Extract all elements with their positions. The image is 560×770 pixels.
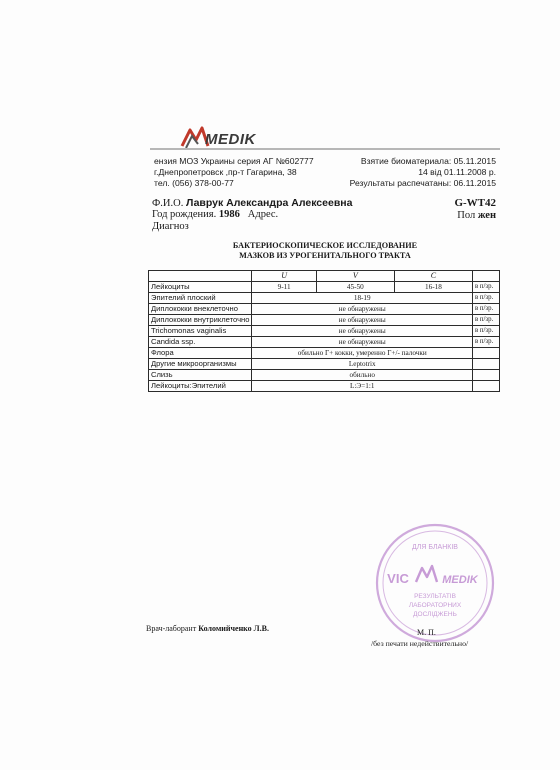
report-title-line2: МАЗКОВ ИЗ УРОГЕНИТАЛЬНОГО ТРАКТА — [239, 251, 411, 260]
clinic-info — [154, 156, 314, 189]
value-u: 9-11 — [252, 282, 316, 293]
row-unit — [473, 381, 500, 392]
row-value: обильно — [252, 370, 473, 381]
table-row — [149, 370, 500, 381]
row-value: не обнаружены — [252, 315, 473, 326]
header-unit-cell — [473, 271, 500, 282]
row-name: Лейкоциты:Эпителий — [149, 381, 252, 392]
patient-name: Лаврук Александра Алексеевна — [185, 197, 353, 209]
row-value: не обнаружены — [252, 326, 473, 337]
col-c: C — [394, 271, 472, 282]
stamp-line1: РЕЗУЛЬТАТІВ — [414, 593, 456, 600]
table-row — [149, 359, 500, 370]
signature-line — [146, 624, 269, 633]
birth-year: 1986 — [218, 209, 240, 220]
stamp-right-text: MEDIK — [442, 574, 478, 586]
logo-text: MEDIK — [205, 131, 256, 148]
table-row — [149, 293, 500, 304]
table-row — [149, 315, 500, 326]
signer-name: Коломийченко Л.В. — [198, 624, 269, 633]
row-name: Другие микроорганизмы — [149, 359, 252, 370]
row-unit: в п/зр. — [473, 293, 500, 304]
row-name: Диплококки внутриклеточно — [149, 315, 252, 326]
license-line: ензия МОЗ Украины серия АГ №602777 — [154, 156, 314, 166]
row-name: Флора — [149, 348, 252, 359]
diagnosis-label: Диагноз — [152, 221, 189, 232]
validity-note: /без печати недействительно/ — [371, 639, 469, 648]
row-name: Лейкоциты — [149, 282, 252, 293]
col-v: V — [316, 271, 394, 282]
year-label: Год рождения. — [152, 209, 217, 220]
stamp-left-text: VIC — [387, 571, 409, 586]
value-v: 45-50 — [316, 282, 394, 293]
row-unit — [473, 348, 500, 359]
fio-label: Ф.И.О. — [152, 198, 184, 209]
row-name: Диплококки внеклеточно — [149, 304, 252, 315]
sex-label: Пол — [457, 210, 476, 221]
header-rule — [150, 148, 500, 150]
stamp-line3: ДОСЛІДЖЕНЬ — [413, 611, 457, 618]
row-name: Слизь — [149, 370, 252, 381]
license-date: 14 від 01.11.2008 р. — [418, 167, 496, 177]
stamp-place-label: М. П. — [417, 628, 436, 637]
sample-code: G-WT42 — [454, 197, 496, 209]
address-label: Адрес. — [247, 209, 279, 220]
birth-year-line — [152, 209, 278, 220]
header-empty-cell — [149, 271, 252, 282]
row-value: L:Э=1:1 — [252, 381, 473, 392]
row-name: Trichomonas vaginalis — [149, 326, 252, 337]
table-row — [149, 348, 500, 359]
table-header-row — [149, 271, 500, 282]
sex-line — [457, 210, 496, 221]
row-unit: в п/зр. — [473, 282, 500, 293]
row-name: Эпителий плоский — [149, 293, 252, 304]
value-c: 16-18 — [394, 282, 472, 293]
dates-info — [350, 156, 496, 189]
row-value: не обнаружены — [252, 304, 473, 315]
stamp-line2: ЛАБОРАТОРНИХ — [408, 602, 462, 609]
results-table — [148, 270, 500, 392]
patient-name-line — [152, 197, 352, 209]
signer-label: Врач-лаборант — [146, 624, 197, 633]
row-unit: в п/зр. — [473, 315, 500, 326]
table-row — [149, 282, 500, 293]
row-unit: в п/зр. — [473, 326, 500, 337]
sex-value: жен — [477, 210, 496, 221]
phone-line: тел. (056) 378-00-77 — [154, 178, 234, 188]
row-value: обильно Г+ кокки, умеренно Г+/- палочки — [252, 348, 473, 359]
table-row — [149, 337, 500, 348]
row-name: Candida ssp. — [149, 337, 252, 348]
row-unit — [473, 370, 500, 381]
row-value: Leptotrix — [252, 359, 473, 370]
row-value: 18-19 — [252, 293, 473, 304]
address-line: г.Днепропетровск ,пр-т Гагарина, 38 — [154, 167, 297, 177]
table-row — [149, 326, 500, 337]
row-unit — [473, 359, 500, 370]
stamp-top-text: ДЛЯ БЛАНКІВ — [412, 544, 458, 551]
row-value: не обнаружены — [252, 337, 473, 348]
table-row — [149, 381, 500, 392]
row-unit: в п/зр. — [473, 304, 500, 315]
report-title-line1: БАКТЕРИОСКОПИЧЕСКОЕ ИССЛЕДОВАНИЕ — [232, 241, 418, 250]
row-unit: в п/зр. — [473, 337, 500, 348]
sample-date: Взятие биоматериала: 05.11.2015 — [360, 156, 496, 166]
col-u: U — [252, 271, 316, 282]
table-row — [149, 304, 500, 315]
print-date: Результаты распечатаны: 06.11.2015 — [349, 178, 496, 188]
